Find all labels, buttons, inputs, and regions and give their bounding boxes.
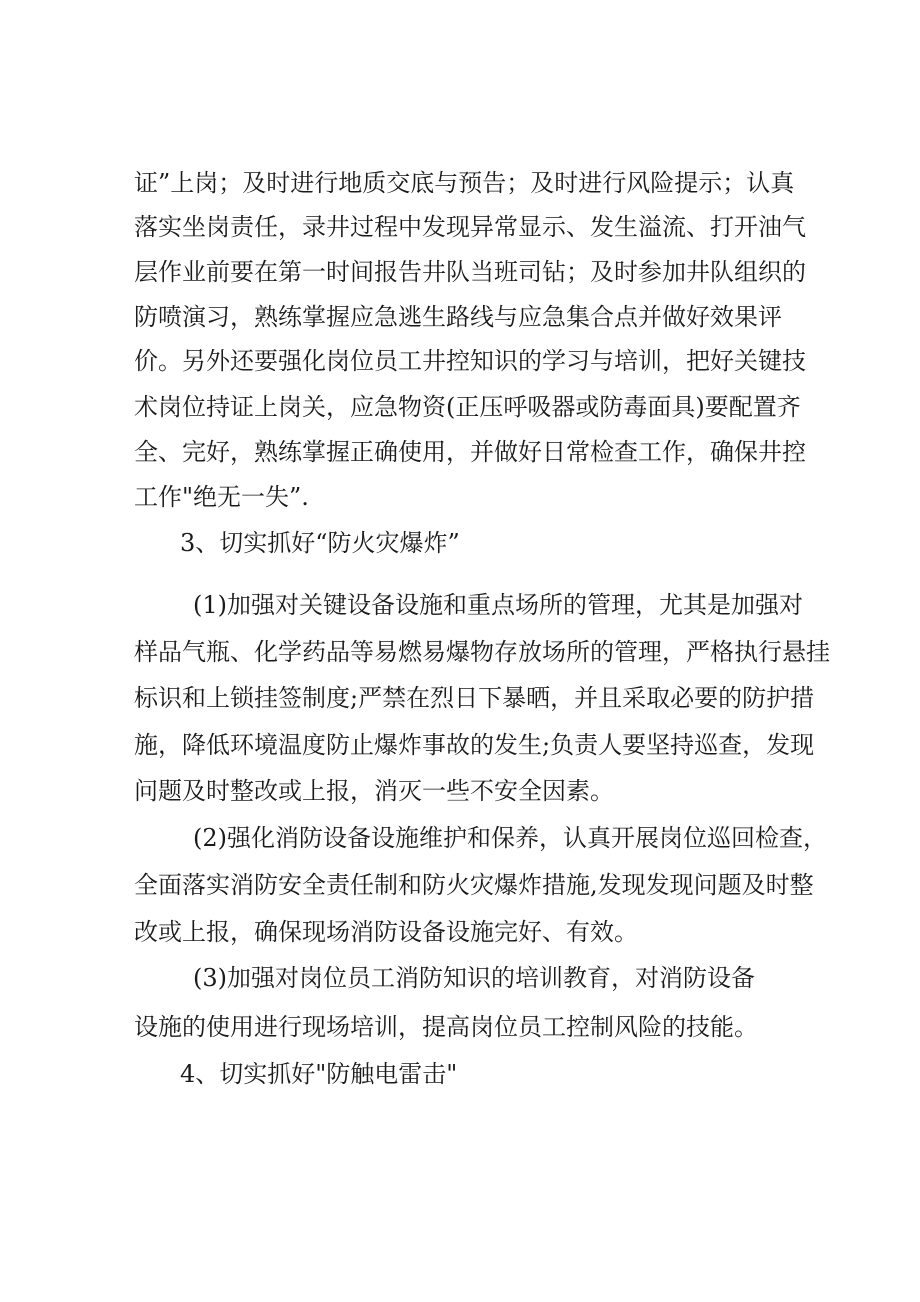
section-heading: 4、切实抓好"防触电雷击" [180, 1060, 458, 1088]
text-line: 标识和上锁挂签制度;严禁在烈日下暴晒，并且采取必要的防护措 [134, 684, 815, 712]
text-line: 问题及时整改或上报，消灭一些不安全因素。 [134, 777, 614, 805]
section-heading: 3、切实抓好“防火灾爆炸” [180, 529, 460, 557]
text-line: 证”上岗；及时进行地质交底与预告；及时进行风险提示；认真 [134, 169, 795, 197]
text-line: 样品气瓶、化学药品等易燃易爆物存放场所的管理，严格执行悬挂 [134, 638, 830, 666]
text-line: 设施的使用进行现场培训，提高岗位员工控制风险的技能。 [134, 1013, 758, 1041]
text-line: 价。另外还要强化岗位员工井控知识的学习与培训，把好关键技 [134, 347, 806, 375]
text-line: 全面落实消防安全责任制和防火灾爆炸措施,发现发现问题及时整 [134, 871, 814, 899]
text-line: (3)加强对岗位员工消防知识的培训教育，对消防设备 [193, 964, 755, 992]
text-line: 术岗位持证上岗关，应急物资(正压呼吸器或防毒面具)要配置齐 [134, 393, 801, 421]
text-line: 工作"绝无一失”. [134, 483, 309, 511]
text-line: 施，降低环境温度防止爆炸事故的发生;负责人要坚持巡查，发现 [134, 731, 815, 759]
text-line: 防喷演习，熟练掌握应急逃生路线与应急集合点并做好效果评 [134, 303, 782, 331]
text-line: 层作业前要在第一时间报告井队当班司钻；及时参加井队组织的 [134, 258, 806, 286]
text-line: 全、完好，熟练掌握正确使用，并做好日常检查工作，确保井控 [134, 438, 806, 466]
text-line: 落实坐岗责任，录井过程中发现异常显示、发生溢流、打开油气 [134, 213, 806, 241]
text-line: (1)加强对关键设备设施和重点场所的管理，尤其是加强对 [193, 591, 803, 619]
text-line: (2)强化消防设备设施维护和保养，认真开展岗位巡回检查， [193, 824, 827, 852]
text-line: 改或上报，确保现场消防设备设施完好、有效。 [134, 918, 638, 946]
